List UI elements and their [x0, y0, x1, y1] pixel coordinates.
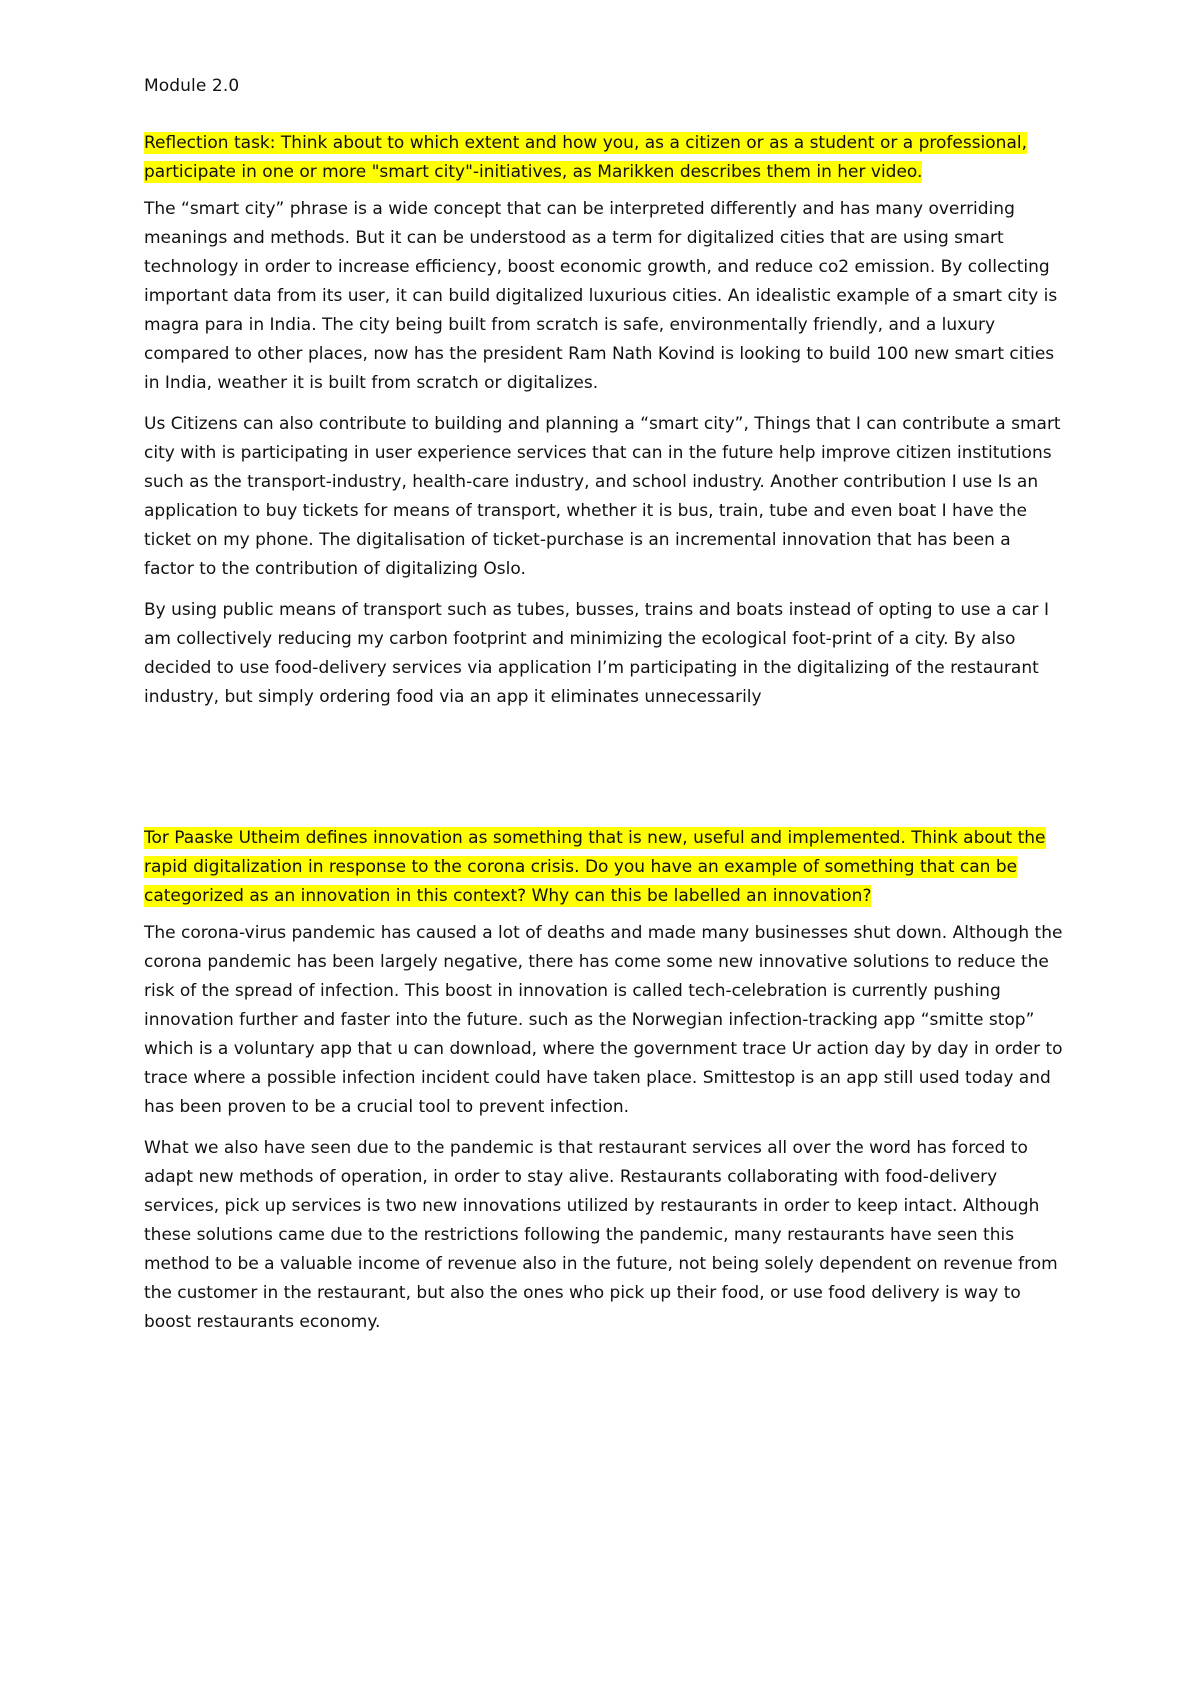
body-paragraph: Us Citizens can also contribute to building and planning a “smart city”, Things that I can contribute a smart city with is participating in user experience services that can in the future help improve citizen institutions such as the transport-industry, health-care industry, and school industry. Another contribution I use Is an application to buy tickets for means of transport, whether it is bus, train, tube and even boat I have the ticket on my phone. The digitalisation of ticket-purchase is an incremental innovation that has been a factor to the contribution of digitalizing Oslo.: [144, 414, 1061, 579]
section-innovation: [144, 824, 1064, 1337]
document-body: [144, 72, 1064, 1349]
body-paragraph: The corona-virus pandemic has caused a lot of deaths and made many businesses shut down. Although the corona pandemic has been largely negative, there has come some new innovative solutions to reduce the risk of the spread of infection. This boost in innovation is called tech-celebration is currently pushing innovation further and faster into the future. such as the Norwegian infection-tracking app “smitte stop” which is a voluntary app that u can download, where the government trace Ur action day by day in order to trace where a possible infection incident could have taken place. Smittestop is an app still used today and has been proven to be a crucial tool to prevent infection.: [144, 923, 1063, 1117]
spacer: [144, 724, 1064, 824]
section-prompt: [144, 824, 1064, 911]
highlighted-prompt-text: Reflection task: Think about to which extent and how you, as a citizen or as a student or a professional, participate in one or more "smart city"-initiatives, as Marikken describes them in her video.: [144, 133, 1027, 182]
section-smart-city: [144, 129, 1064, 712]
document-title: Module 2.0: [144, 76, 240, 96]
highlighted-prompt-text: Tor Paaske Utheim defines innovation as something that is new, useful and implemented. Think about the rapid digitalization in response to the corona crisis. Do you have an example of something that can be categorized as an innovation in this context? Why can this be labelled an innovation?: [144, 828, 1046, 906]
section-prompt: [144, 129, 1064, 187]
body-paragraph: By using public means of transport such as tubes, busses, trains and boats instead of opting to use a car I am collectively reducing my carbon footprint and minimizing the ecological foot-print of a city. By also decided to use food-delivery services via application I’m participating in the digitalizing of the restaurant industry, but simply ordering food via an app it eliminates unnecessarily: [144, 600, 1049, 707]
body-paragraph: What we also have seen due to the pandemic is that restaurant services all over the word has forced to adapt new methods of operation, in order to stay alive. Restaurants collaborating with food-delivery services, pick up services is two new innovations utilized by restaurants in order to keep intact. Although these solutions came due to the restrictions following the pandemic, many restaurants have seen this method to be a valuable income of revenue also in the future, not being solely dependent on revenue from the customer in the restaurant, but also the ones who pick up their food, or use food delivery is way to boost restaurants economy.: [144, 1138, 1058, 1332]
body-paragraph: The “smart city” phrase is a wide concept that can be interpreted differently and has many overriding meanings and methods. But it can be understood as a term for digitalized cities that are using smart technology in order to increase efficiency, boost economic growth, and reduce co2 emission. By collecting important data from its user, it can build digitalized luxurious cities. An idealistic example of a smart city is magra para in India. The city being built from scratch is safe, environmentally friendly, and a luxury compared to other places, now has the president Ram Nath Kovind is looking to build 100 new smart cities in India, weather it is built from scratch or digitalizes.: [144, 199, 1058, 393]
